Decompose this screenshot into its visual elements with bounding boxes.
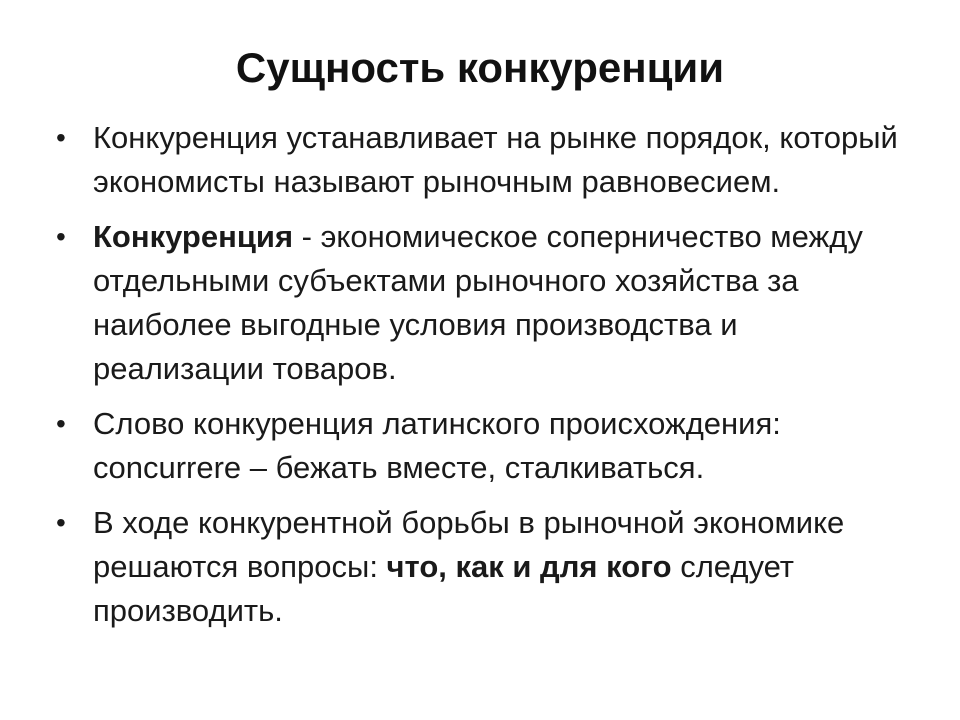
bullet-item-2 — [52, 215, 912, 391]
bullet-text-start: В ходе конкурентной борьбы в рыночной экономике решаются вопросы: — [93, 505, 845, 584]
bullet-dot-icon: • — [56, 221, 66, 252]
bullet-dot-icon: • — [56, 408, 66, 439]
bullet-bold-phrase: что, как и для кого — [386, 549, 672, 584]
bullet-list — [52, 116, 912, 644]
bullet-item-1 — [52, 116, 912, 204]
bullet-item-4 — [52, 501, 912, 633]
bullet-text: - экономическое соперничество между отдельными субъектами рыночного хозяйства за наиболее выгодные условия производства и реализации товаров. — [93, 219, 863, 386]
slide-title: Сущность конкуренции — [235, 44, 725, 91]
bullet-text: Конкуренция устанавливает на рынке порядок, который экономисты называют рыночным равновесием. — [93, 120, 898, 199]
bullet-dot-icon: • — [56, 507, 66, 538]
bullet-item-3 — [52, 402, 912, 490]
bullet-text: Слово конкуренция латинского происхождения: concurrere – бежать вместе, сталкиваться. — [93, 406, 781, 485]
bullet-text-end: следует производить. — [93, 549, 795, 628]
bullet-bold-term: Конкуренция — [93, 219, 294, 254]
bullet-dot-icon: • — [56, 122, 66, 153]
